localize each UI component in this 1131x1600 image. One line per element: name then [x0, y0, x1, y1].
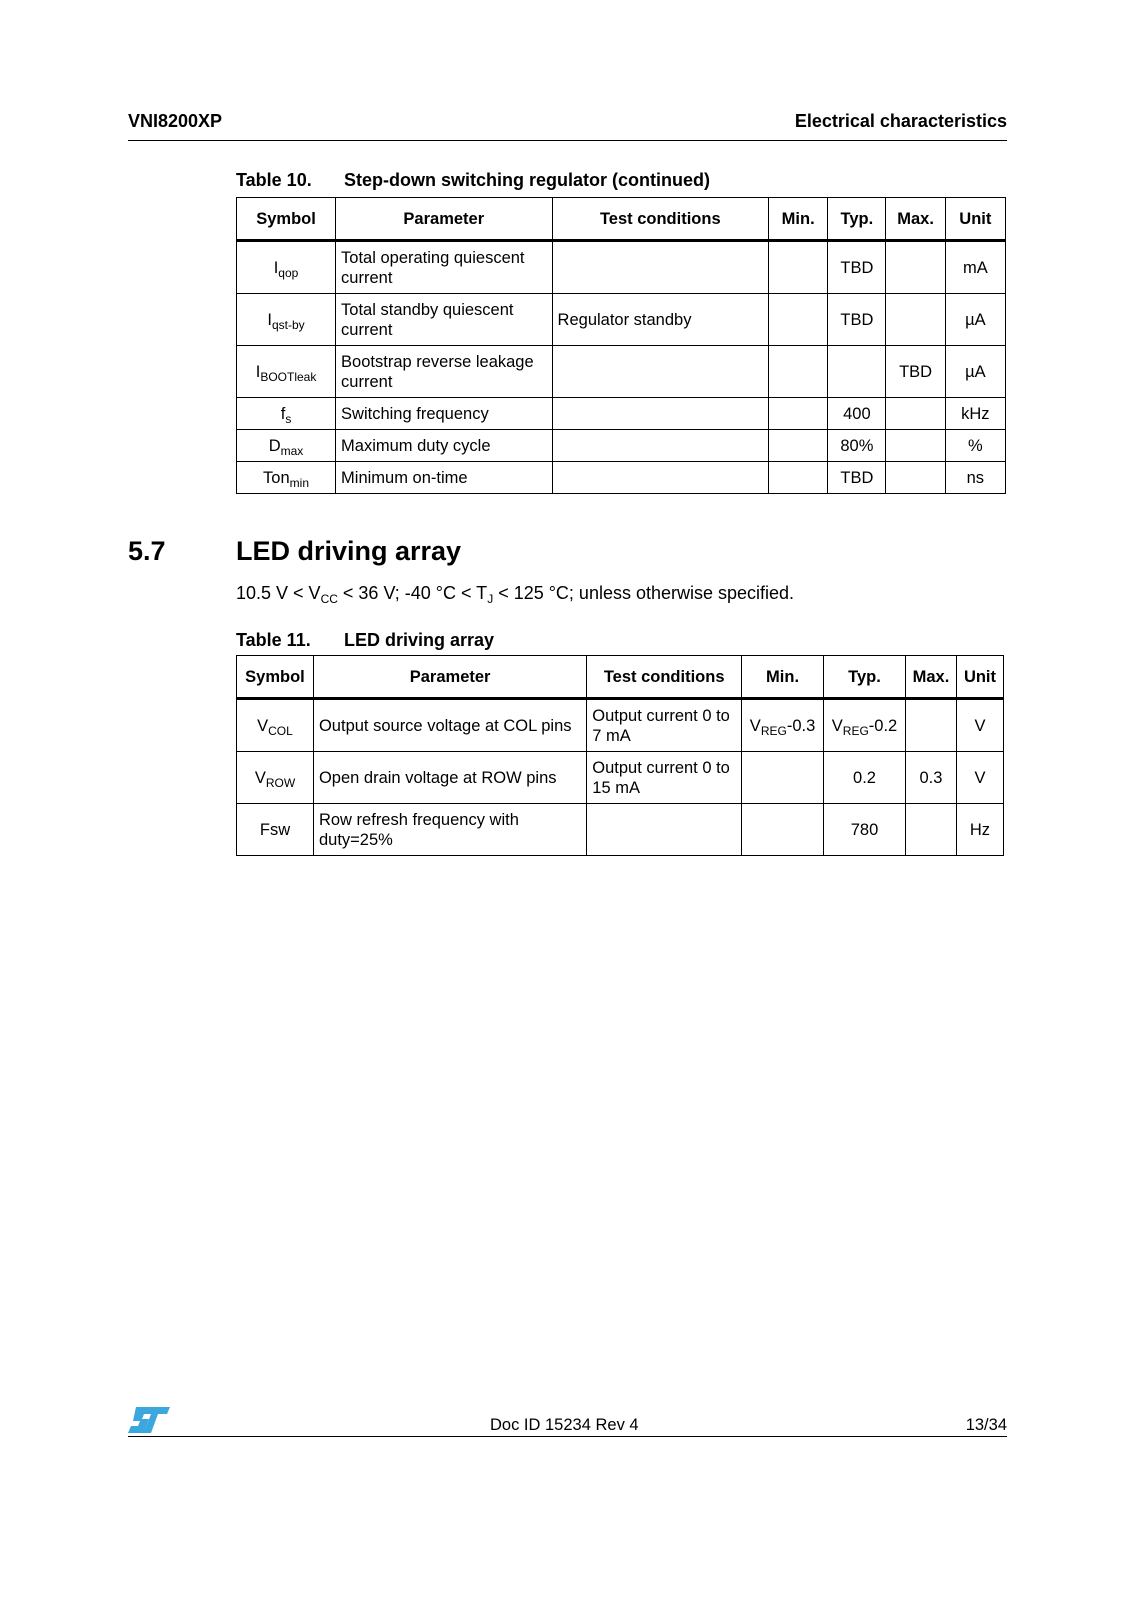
cell-test-conditions [552, 398, 769, 430]
col-header-max: Max. [886, 198, 945, 241]
cell-max [886, 294, 945, 346]
cell-max [886, 241, 945, 294]
section-conditions: 10.5 $V < V_{CC} < 36$ V; -40 $^\circ C < T_J < 125$ °C; unless otherwise specified. [236, 583, 795, 606]
cell-unit: ns [945, 462, 1005, 494]
running-header-section: Electrical characteristics [794, 111, 1007, 131]
cell-max [886, 430, 945, 462]
cell-typ: 0.2 [824, 752, 906, 804]
table-row [237, 699, 1004, 752]
cell-parameter: Switching frequency [336, 398, 553, 430]
cell-typ: 80% [828, 430, 886, 462]
cell-test-conditions: Regulator standby [552, 294, 769, 346]
table-row [237, 752, 1004, 804]
cell-max: 0.3 [905, 752, 956, 804]
col-header-parameter: Parameter [313, 656, 586, 699]
footer-doc-id: Doc ID 15234 Rev 4 [490, 1416, 639, 1434]
cell-test-conditions [552, 241, 769, 294]
cell-unit: % [945, 430, 1005, 462]
cell-min [742, 804, 824, 856]
cell-parameter: Maximum duty cycle [336, 430, 553, 462]
table-step-down-regulator [236, 197, 1006, 494]
section-title: LED driving array [236, 536, 462, 566]
col-header-min: Min. [769, 198, 828, 241]
cell-symbol: $I_{BOOTleak}$ [237, 346, 336, 398]
table10-label: Table 10. [236, 170, 312, 190]
col-header-symbol: Symbol [237, 656, 314, 699]
cell-test-conditions: Output current 0 to 15 mA [587, 752, 742, 804]
col-header-test-conditions: Test conditions [552, 198, 769, 241]
table-row [237, 241, 1006, 294]
cell-parameter: Open drain voltage at ROW pins [313, 752, 586, 804]
cell-symbol: $D_{max}$ [237, 430, 336, 462]
cell-symbol: $I_{qop}$ [237, 241, 336, 294]
cell-symbol: Fsw [237, 804, 314, 856]
cell-unit: mA [945, 241, 1005, 294]
header-rule [128, 140, 1007, 141]
footer-page-number: 13/34 [965, 1416, 1007, 1434]
cell-typ: $V_{REG}-0.2$ [824, 699, 906, 752]
cell-unit: V [956, 699, 1003, 752]
cell-parameter: Bootstrap reverse leakage current [336, 346, 553, 398]
cell-unit: µA [945, 294, 1005, 346]
cell-min [769, 398, 828, 430]
cell-unit: kHz [945, 398, 1005, 430]
cell-max [886, 398, 945, 430]
cell-symbol: Ton$_{min}$ [237, 462, 336, 494]
table11-title: LED driving array [344, 630, 495, 650]
cell-min [769, 294, 828, 346]
cell-parameter: Minimum on-time [336, 462, 553, 494]
cell-test-conditions [552, 462, 769, 494]
running-header-product: VNI8200XP [128, 111, 223, 131]
table10-title: Step-down switching regulator (continued) [344, 170, 710, 190]
table-row [237, 462, 1006, 494]
cell-symbol: $f_s$ [237, 398, 336, 430]
table-row [237, 294, 1006, 346]
cell-min [769, 462, 828, 494]
cell-symbol: $V_{COL}$ [237, 699, 314, 752]
cell-min [742, 752, 824, 804]
table-row [237, 804, 1004, 856]
table10-caption [236, 170, 710, 191]
cell-typ: TBD [828, 462, 886, 494]
cell-typ: TBD [828, 241, 886, 294]
col-header-parameter: Parameter [336, 198, 553, 241]
table-led-driving-array [236, 655, 1004, 856]
table-row [237, 398, 1006, 430]
cell-parameter: Total standby quiescent current [336, 294, 553, 346]
table-header-row [237, 656, 1004, 699]
col-header-typ: Typ. [824, 656, 906, 699]
col-header-max: Max. [905, 656, 956, 699]
cell-typ: TBD [828, 294, 886, 346]
cell-test-conditions [552, 430, 769, 462]
col-header-unit: Unit [956, 656, 1003, 699]
col-header-unit: Unit [945, 198, 1005, 241]
cell-min [769, 346, 828, 398]
cell-test-conditions: Output current 0 to 7 mA [587, 699, 742, 752]
cell-min [769, 430, 828, 462]
col-header-symbol: Symbol [237, 198, 336, 241]
cell-unit: V [956, 752, 1003, 804]
table11-label: Table 11. [236, 630, 311, 650]
cell-typ [828, 346, 886, 398]
cell-max [905, 699, 956, 752]
table-row [237, 346, 1006, 398]
col-header-test-conditions: Test conditions [587, 656, 742, 699]
cell-max [886, 462, 945, 494]
table-header-row [237, 198, 1006, 241]
cell-unit: µA [945, 346, 1005, 398]
cell-test-conditions [552, 346, 769, 398]
cell-unit: Hz [956, 804, 1003, 856]
col-header-min: Min. [742, 656, 824, 699]
cell-typ: 780 [824, 804, 906, 856]
cell-parameter: Row refresh frequency with duty=25% [313, 804, 586, 856]
table11-caption [236, 630, 494, 651]
cell-max: TBD [886, 346, 945, 398]
cell-min: $V_{REG}-0.3$ [742, 699, 824, 752]
cell-max [905, 804, 956, 856]
cell-symbol: $I_{qst-by}$ [237, 294, 336, 346]
st-logo-icon [127, 1406, 171, 1434]
cell-min [769, 241, 828, 294]
cell-test-conditions [587, 804, 742, 856]
section-number: 5.7 [128, 536, 166, 566]
col-header-typ: Typ. [828, 198, 886, 241]
cell-parameter: Output source voltage at COL pins [313, 699, 586, 752]
cell-parameter: Total operating quiescent current [336, 241, 553, 294]
cell-typ: 400 [828, 398, 886, 430]
footer-rule [128, 1436, 1007, 1437]
cell-symbol: $V_{ROW}$ [237, 752, 314, 804]
table-row [237, 430, 1006, 462]
